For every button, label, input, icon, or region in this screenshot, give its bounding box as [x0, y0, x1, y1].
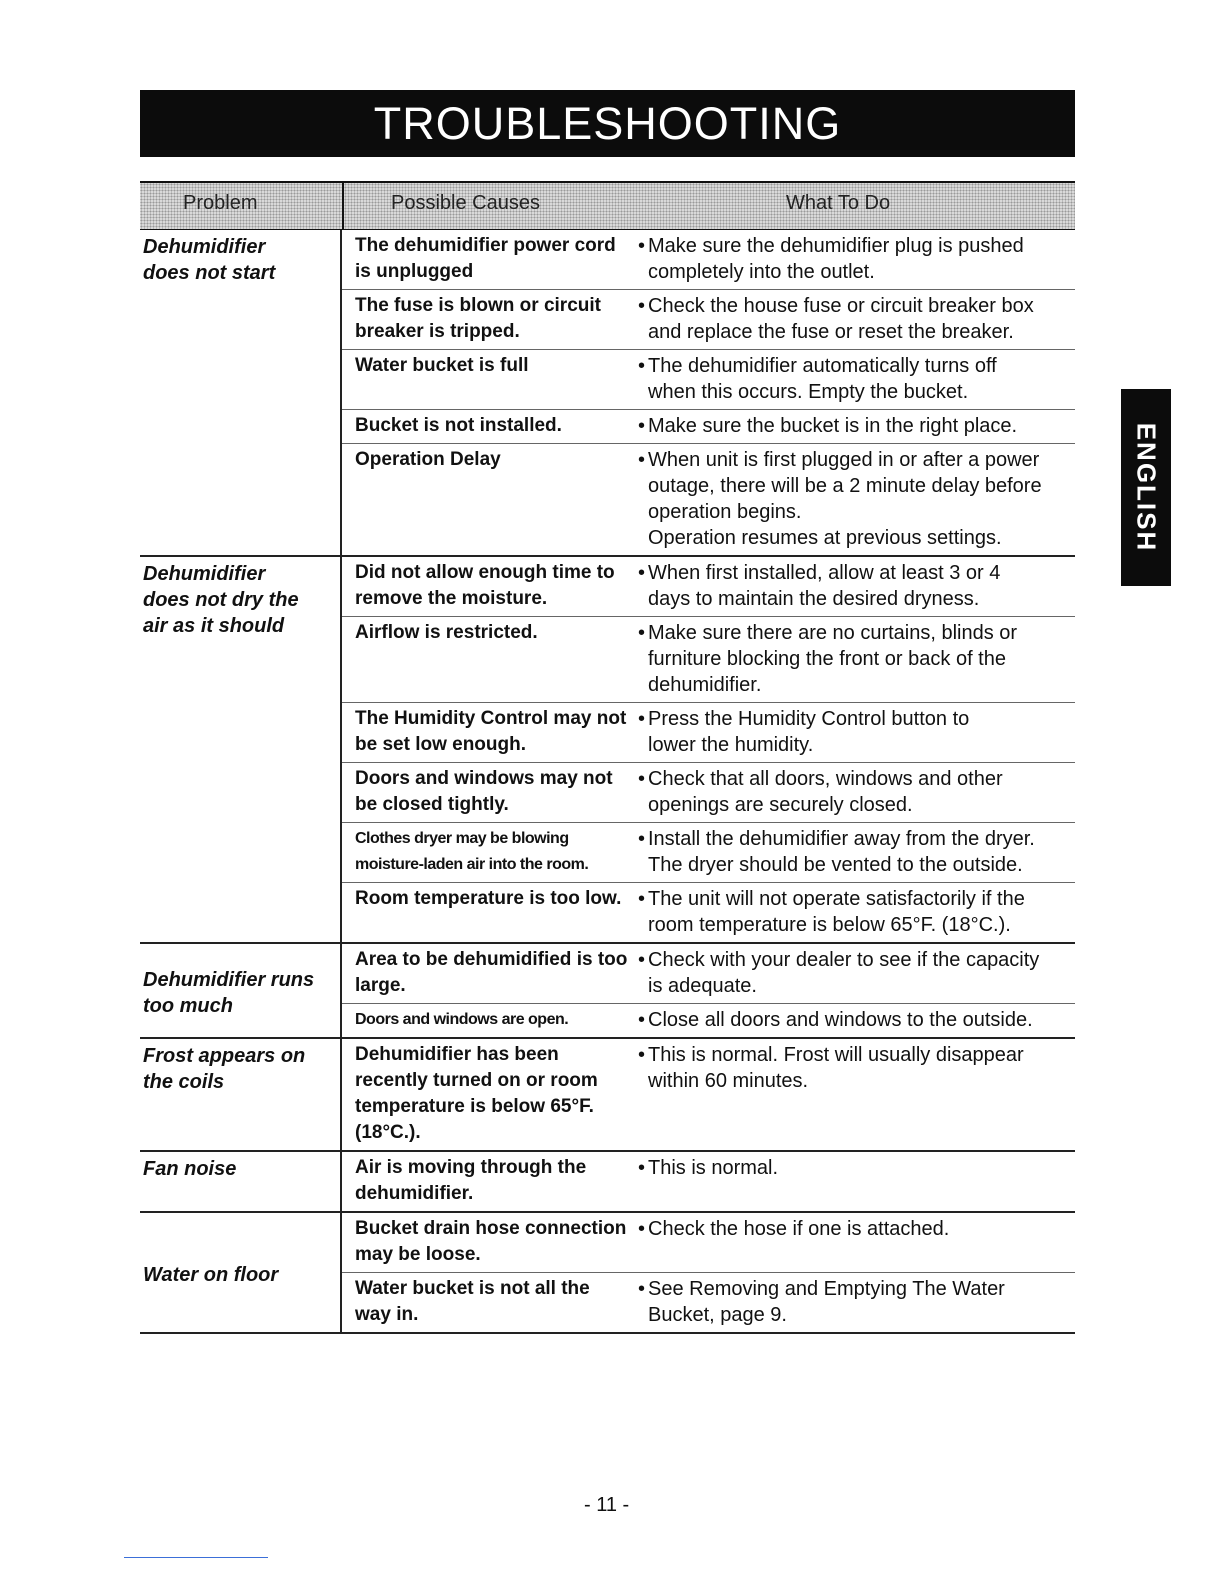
problem-group — [140, 1213, 1075, 1334]
problem-label: Water on floor — [143, 1263, 279, 1286]
remedy-text: The dehumidifier automatically turns off when this occurs. Empty the bucket. — [648, 355, 997, 403]
table-row — [342, 1004, 1075, 1037]
remedy-text: When unit is first plugged in or after a power outage, there will be a 2 minute delay before operation begins. Operation resumes at previous settings. — [648, 449, 1042, 549]
remedy-cell — [634, 290, 1075, 349]
table-row — [342, 703, 1075, 763]
cause-text: The fuse is blown or circuit breaker is tripped. — [355, 295, 601, 342]
cause-text: Did not allow enough time to remove the moisture. — [355, 562, 615, 609]
cause-text: Water bucket is full — [355, 355, 529, 376]
remedy-cell — [634, 557, 1075, 616]
remedy-text: When first installed, allow at least 3 or 4 days to maintain the desired dryness. — [648, 562, 1001, 610]
remedy-text: Install the dehumidifier away from the dryer. The dryer should be vented to the outside. — [648, 828, 1035, 876]
bullet-icon: • — [638, 828, 646, 850]
cause-rows — [342, 1213, 1075, 1332]
bullet-icon: • — [638, 1157, 646, 1179]
cause-text: Doors and windows are open. — [355, 1011, 569, 1028]
remedy-text: The unit will not operate satisfactorily if the room temperature is below 65°F. (18°C.). — [648, 888, 1025, 936]
footer-rule — [124, 1557, 268, 1558]
remedy-cell — [634, 230, 1075, 289]
bullet-icon: • — [638, 949, 646, 971]
remedy-cell — [634, 444, 1075, 555]
troubleshooting-table — [140, 181, 1075, 1334]
table-header — [140, 181, 1075, 230]
problem-cell — [140, 557, 342, 942]
remedy-cell — [634, 1273, 1075, 1332]
header-causes: Possible Causes — [391, 192, 540, 214]
remedy-text: Check with your dealer to see if the capacity is adequate. — [648, 949, 1040, 997]
cause-rows — [342, 1039, 1075, 1150]
bullet-icon: • — [638, 622, 646, 644]
table-row — [342, 444, 1075, 555]
table-body — [140, 230, 1075, 1334]
remedy-cell — [634, 350, 1075, 409]
table-row — [342, 350, 1075, 410]
remedy-text: Check the hose if one is attached. — [648, 1218, 950, 1240]
remedy-cell — [634, 410, 1075, 443]
bullet-icon: • — [638, 708, 646, 730]
problem-group — [140, 557, 1075, 944]
bullet-icon: • — [638, 1218, 646, 1240]
title-banner — [140, 90, 1075, 157]
problem-cell — [140, 1152, 342, 1211]
cause-rows — [342, 557, 1075, 942]
table-row — [342, 1039, 1075, 1150]
remedy-cell — [634, 703, 1075, 762]
problem-group — [140, 230, 1075, 557]
remedy-text: This is normal. Frost will usually disappear within 60 minutes. — [648, 1044, 1024, 1092]
remedy-text: Check the house fuse or circuit breaker box and replace the fuse or reset the breaker. — [648, 295, 1034, 343]
language-tab-label: ENGLISH — [1131, 422, 1162, 553]
bullet-icon: • — [638, 888, 646, 910]
remedy-text: Press the Humidity Control button to lower the humidity. — [648, 708, 970, 756]
remedy-cell — [634, 1213, 1075, 1272]
table-row — [342, 1273, 1075, 1332]
bullet-icon: • — [638, 1044, 646, 1066]
bullet-icon: • — [638, 1009, 646, 1031]
cause-text: The dehumidifier power cord is unplugged — [355, 235, 616, 282]
cause-text: Doors and windows may not be closed tightly. — [355, 768, 613, 815]
table-row — [342, 823, 1075, 883]
table-row — [342, 617, 1075, 703]
remedy-text: Make sure the bucket is in the right place. — [648, 415, 1018, 437]
problem-cell — [140, 944, 342, 1037]
table-row — [342, 763, 1075, 823]
remedy-text: Close all doors and windows to the outside. — [648, 1009, 1033, 1031]
bullet-icon: • — [638, 768, 646, 790]
problem-label: Frost appears on the coils — [143, 1045, 306, 1093]
problem-group — [140, 1152, 1075, 1213]
bullet-icon: • — [638, 295, 646, 317]
problem-group — [140, 1039, 1075, 1152]
problem-label: Fan noise — [143, 1158, 237, 1180]
problem-cell — [140, 1039, 342, 1150]
cause-rows — [342, 944, 1075, 1037]
header-todo: What To Do — [786, 192, 891, 214]
remedy-cell — [634, 823, 1075, 882]
remedy-cell — [634, 944, 1075, 1003]
problem-label: Dehumidifier does not dry the air as it should — [143, 563, 299, 637]
cause-rows — [342, 230, 1075, 555]
table-row — [342, 557, 1075, 617]
remedy-text: Make sure there are no curtains, blinds or furniture blocking the front or back of the dehumidifier. — [648, 622, 1018, 696]
language-tab — [1121, 389, 1171, 586]
cause-text: Water bucket is not all the way in. — [355, 1278, 590, 1325]
table-row — [342, 883, 1075, 942]
cause-text: The Humidity Control may not be set low enough. — [355, 708, 627, 755]
cause-text: Bucket is not installed. — [355, 415, 562, 436]
cause-text: Room temperature is too low. — [355, 888, 622, 909]
problem-cell — [140, 230, 342, 555]
header-divider — [342, 183, 344, 229]
table-row — [342, 944, 1075, 1004]
remedy-text: Make sure the dehumidifier plug is pushed completely into the outlet. — [648, 235, 1024, 283]
remedy-cell — [634, 1152, 1075, 1211]
problem-group — [140, 944, 1075, 1039]
problem-label: Dehumidifier does not start — [143, 236, 276, 284]
bullet-icon: • — [638, 415, 646, 437]
table-row — [342, 230, 1075, 290]
cause-text: Operation Delay — [355, 449, 501, 470]
problem-label: Dehumidifier runs too much — [143, 968, 315, 1017]
bullet-icon: • — [638, 355, 646, 377]
cause-text: Dehumidifier has been recently turned on or room temperature is below 65°F. (18°C.). — [355, 1044, 598, 1143]
bullet-icon: • — [638, 1278, 646, 1300]
cause-text: Area to be dehumidified is too large. — [355, 949, 628, 996]
remedy-cell — [634, 1004, 1075, 1037]
cause-text: Airflow is restricted. — [355, 622, 538, 643]
remedy-text: See Removing and Emptying The Water Bucket, page 9. — [648, 1278, 1005, 1326]
remedy-cell — [634, 1039, 1075, 1150]
table-row — [342, 290, 1075, 350]
table-row — [342, 410, 1075, 444]
bullet-icon: • — [638, 449, 646, 471]
page-number: - 11 - — [584, 1494, 630, 1516]
bullet-icon: • — [638, 235, 646, 257]
cause-text: Air is moving through the dehumidifier. — [355, 1157, 587, 1204]
header-problem: Problem — [183, 192, 258, 214]
remedy-text: This is normal. — [648, 1157, 779, 1179]
remedy-cell — [634, 617, 1075, 702]
cause-text: Bucket drain hose connection may be loose. — [355, 1218, 627, 1265]
table-row — [342, 1213, 1075, 1273]
bullet-icon: • — [638, 562, 646, 584]
page-title: TROUBLESHOOTING — [373, 97, 842, 149]
problem-cell — [140, 1213, 342, 1332]
cause-text: Clothes dryer may be blowing moisture-laden air into the room. — [355, 830, 589, 873]
remedy-cell — [634, 763, 1075, 822]
remedy-text: Check that all doors, windows and other openings are securely closed. — [648, 768, 1003, 816]
table-row — [342, 1152, 1075, 1211]
cause-rows — [342, 1152, 1075, 1211]
remedy-cell — [634, 883, 1075, 942]
